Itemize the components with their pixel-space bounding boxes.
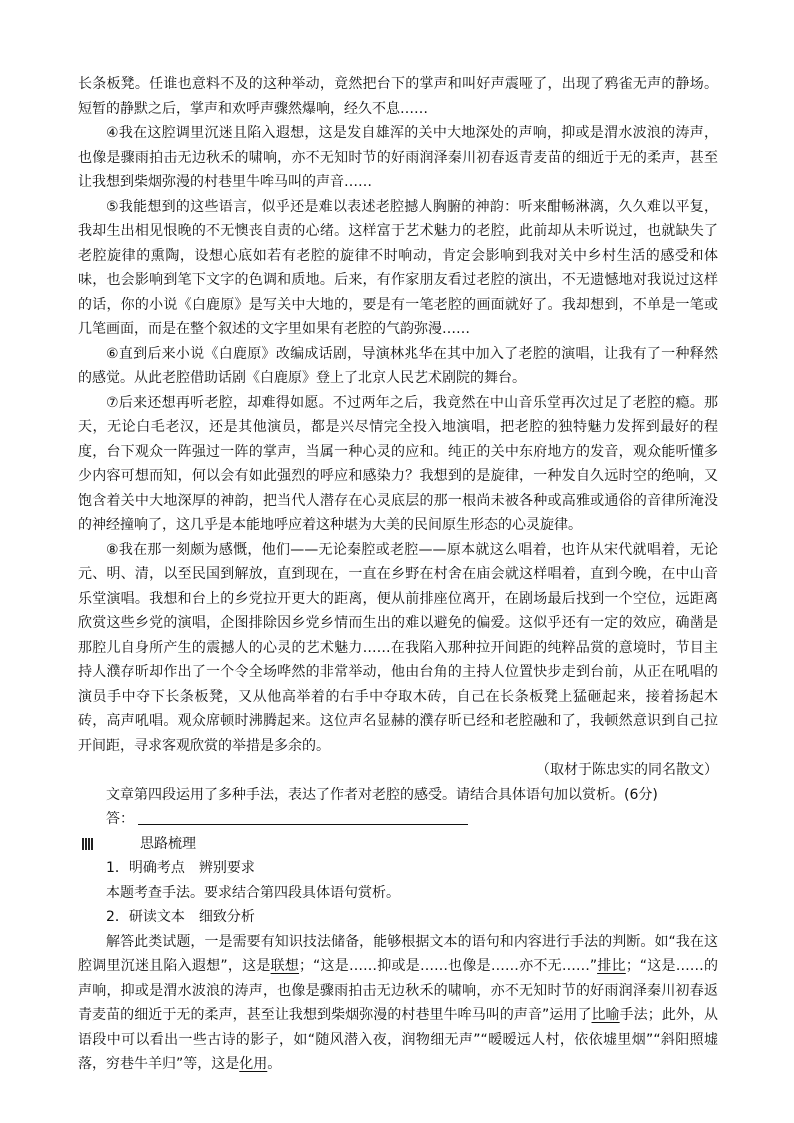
term-metaphor: 比喻 <box>591 1007 620 1023</box>
step-1-text: 本题考查手法。要求结合第四段具体语句赏析。 <box>106 884 400 901</box>
essay-paragraph-6: ⑥直到后来小说《白鹿原》改编成话剧，导演林兆华在其中加入了老腔的演唱，让我有了一种释然的感觉。从此老腔借助话剧《白鹿原》登上了北京人民艺术剧院的舞台。 <box>78 345 718 386</box>
analysis-heading <box>78 832 718 857</box>
step-2-text-a: 解答此类试题，一是需要有知识技法储备，能够根据文本的语句和内容进行手法的判断。如“我在这腔调里沉迷且陷入遐想”，这是 <box>78 933 718 974</box>
step-2-text-d: 手法；此外，从语段中可以看出一些古诗的影子，如“随风潜入夜，润物细无声”“暧暧远人村，依依墟里烟”“斜阳照墟落，穷巷牛羊归”等，这是 <box>78 1007 718 1072</box>
essay-paragraph-4: ④我在这腔调里沉迷且陷入遐想，这是发自雄浑的关中大地深处的声响，抑或是渭水波浪的涛声，也像是骤雨拍击无边秋禾的啸响，亦不无知时节的好雨润泽秦川初春返青麦苗的细近于无的柔声，甚至让我想到柴烟弥漫的村巷里牛哞马叫的声音…… <box>78 125 718 190</box>
analysis-heading-text: 思路梳理 <box>140 835 196 852</box>
step-2-text <box>78 930 718 1077</box>
term-allusion: 化用 <box>239 1056 268 1072</box>
essay-paragraph-3-end: 长条板凳。任谁也意料不及的这种举动，竟然把台下的掌声和叫好声震哑了，出现了鸦雀无声的静场。短暂的静默之后，掌声和欢呼声骤然爆响，经久不息…… <box>78 76 718 117</box>
essay-source: （取材于陈忠实的同名散文） <box>536 762 718 778</box>
step-2-title: 2．研读文本 细致分析 <box>106 909 255 925</box>
essay-paragraph-7: ⑦后来还想再听老腔，却难得如愿。不过两年之后，我竟然在中山音乐堂再次过足了老腔的瘾。那天，无论白毛老汉，还是其他演员，都是兴尽情完全投入地演唱，把老腔的独特魅力发挥到最好的程度，台下观众一阵强过一阵的掌声，当属一种心灵的应和。纯正的关中东府地方的发音，观众能听懂多少内容可想而知，何以会有如此强烈的呼应和感染力？我想到的是旋律，一种发自久远时空的绝响，又饱含着关中大地深厚的神韵，把当代人潜存在心灵底层的那一根尚未被各种或高雅或通俗的音律所淹没的神经撞响了，这几乎是本能地呼应着这种堪为大美的民间原生形态的心灵旋律。 <box>78 394 718 533</box>
step-2-text-b: ；“这是……抑或是……也像是……亦不无……” <box>299 958 598 974</box>
essay-paragraph-5: ⑤我能想到的这些语言，似乎还是难以表述老腔撼人胸腑的神韵：听来酣畅淋漓，久久难以平复，我却生出相见恨晚的不无懊丧自责的心绪。这样富于艺术魅力的老腔，此前却从未听说过，也就缺失了老腔旋律的熏陶，设想心底如若有老腔的旋律不时响动，肯定会影响到我对关中乡村生活的感受和体味，也会影响到笔下文字的色调和质地。后来，有作家朋友看过老腔的演出，不无遗憾地对我说过这样的话，你的小说《白鹿原》是写关中大地的，要是有一笔老腔的画面就好了。我却想到，不单是一笔或几笔画面，而是在整个叙述的文字里如果有老腔的气韵弥漫…… <box>78 198 718 337</box>
term-association: 联想 <box>270 958 300 974</box>
answer-row <box>78 807 718 832</box>
answer-label: 答： <box>106 811 134 827</box>
essay-paragraph-8: ⑧我在那一刻颇为感慨，他们——无论秦腔或老腔——原本就这么唱着，也许从宋代就唱着，无论元、明、清，以至民国到解放，直到现在，一直在乡野在村舍在庙会就这样唱着，直到今晚，在中山音乐堂演唱。我想和台上的乡党拉开更大的距离，便从前排座位离开，在剧场最后找到一个空位，远距离欣赏这些乡党的演唱，企图排除因乡党乡情而生出的难以避免的偏爱。这似乎还有一定的效应，确凿是那腔儿自身所产生的震撼人的心灵的艺术魅力……在我陷入那种拉开间距的纯粹品赏的意境时，节目主持人濮存昕却作出了一个令全场哗然的非常举动，他由台角的主持人位置快步走到台前，从正在吼唱的演员手中夺下长条板凳，又从他高举着的右手中夺取木砖，自己在长条板凳上猛砸起来，接着扬起木砖，高声吼唱。观众席顿时沸腾起来。这位声名显赫的濮存昕已经和老腔融和了，我顿然意识到自己拉开间距，寻求客观欣赏的举措是多余的。 <box>78 541 718 754</box>
question-text: 文章第四段运用了多种手法，表达了作者对老腔的感受。请结合具体语句加以赏析。(6分) <box>106 786 658 803</box>
section-marker-icon <box>82 838 94 850</box>
term-parallelism: 排比 <box>597 958 626 974</box>
step-2-text-e: 。 <box>267 1056 282 1072</box>
step-1-title: 1．明确考点 辨别要求 <box>106 860 255 876</box>
document-page <box>78 72 718 1077</box>
answer-blank[interactable] <box>138 808 468 825</box>
step-2-text-c: ；“这是……的声响，抑或是渭水波浪的涛声，也像是骤雨拍击无边秋禾的啸响，亦不无知时节的好雨润泽秦川初春返青麦苗的细近于无的柔声，甚至让我想到柴烟弥漫的村巷里牛哞马叫的声音”运用了 <box>78 958 719 1023</box>
